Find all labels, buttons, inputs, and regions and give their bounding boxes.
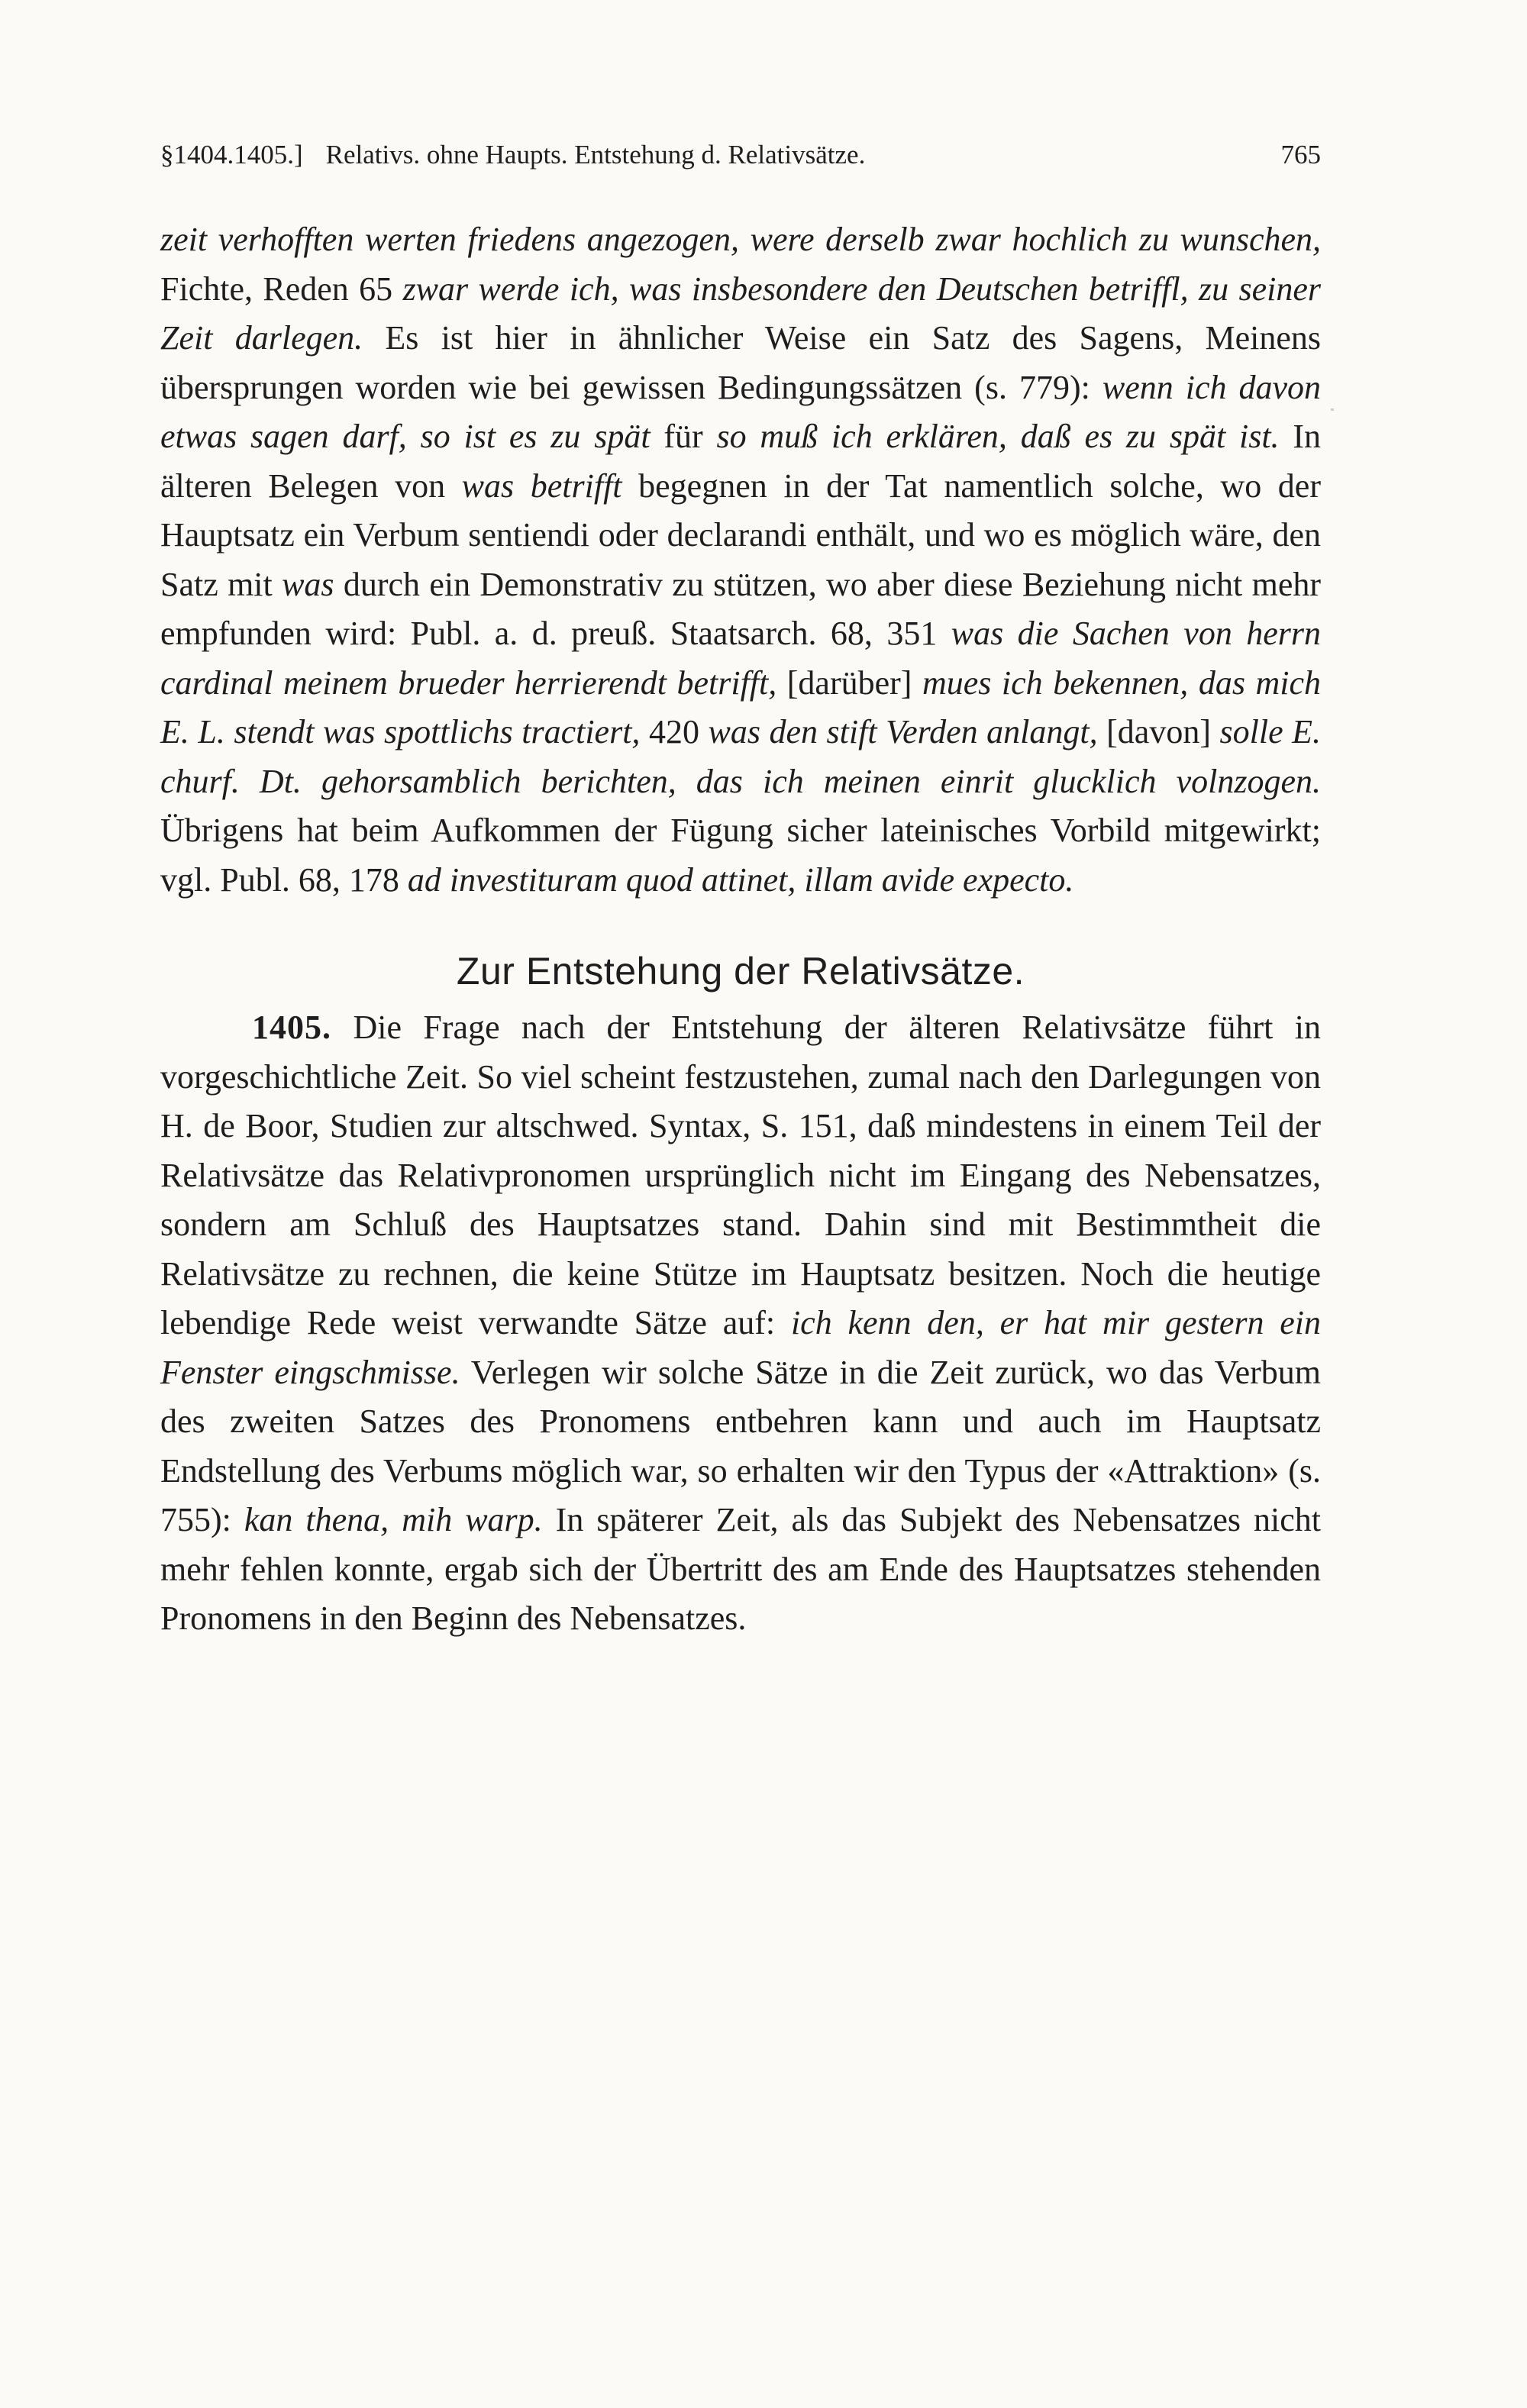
body-text: In späterer Zeit, als das Subjekt des Nebensatzes nicht mehr fehlen konnte, ergab sich der Übertritt des am Ende des Hauptsatzes stehenden Pronomens in den Beginn des Nebensatzes. <box>160 1501 1321 1637</box>
book-page <box>160 137 1321 1677</box>
body-text: begegnen in der Tat namentlich solche, wo der Hauptsatz ein Verbum sentiendi oder declarandi enthält, und wo es möglich wäre, den Satz mit <box>160 466 1321 603</box>
paragraph-1404-continuation <box>160 215 1321 905</box>
example: was <box>282 565 334 603</box>
quote: was die Sachen von herrn cardinal meinem brueder herrierendt betrifft, <box>160 615 1322 702</box>
header-left <box>160 137 865 173</box>
example: ich kenn den, er hat mir gestern ein Fenster eingschmisse. <box>160 1304 1322 1391</box>
page-number: 765 <box>1280 140 1321 169</box>
quote: solle E. churf. Dt. gehorsamblich berichten, das ich meinen einrit glucklich volnzogen. <box>160 713 1322 800</box>
quote: zeit verhofften werten friedens angezogen, were derselb zwar hochlich zu wunschen, <box>160 221 1321 258</box>
paragraph-number: 1405. <box>252 1009 331 1046</box>
body-text: Die Frage nach der Entstehung der älteren Relativsätze führt in vorgeschichtliche Zeit. So viel scheint festzustehen, zumal nach den Darlegungen von H. de Boor, Studien zur altschwed. Syntax, S. 151, daß mindestens in einem Teil der Relativsätze das Relativpronomen ursprünglich nicht im Eingang des Nebensatzes, sondern am Schluß des Hauptsatzes stand. Dahin sind mit Bestimmtheit die Relativsätze zu rechnen, die keine Stütze im Hauptsatz besitzen. Noch die heutige lebendige Rede weist verwandte Sätze auf: <box>160 1009 1321 1341</box>
running-title: Relativs. ohne Haupts. Entstehung d. Relativsätze. <box>325 140 866 169</box>
example: was betrifft <box>461 466 622 505</box>
body-text: für <box>650 418 717 455</box>
bracket-insert: [darüber] <box>776 663 922 702</box>
body-text: In älteren Belegen von <box>160 418 1322 505</box>
body-text: Übrigens hat beim Aufkommen der Fügung sicher lateinisches Vorbild mitgewirkt; vgl. Publ. 68, 178 <box>160 812 1321 899</box>
example: so muß ich erklären, daß es zu spät ist. <box>716 418 1280 455</box>
quote: zwar werde ich, was insbesondere den Deutschen betriffl, zu seiner Zeit darlegen. <box>160 270 1321 357</box>
paragraph-1405 <box>160 1003 1321 1644</box>
quote: ad investituram quod attinet, illam avide expecto. <box>407 860 1074 899</box>
body-text: Es ist hier in ähnlicher Weise ein Satz des Sagens, Meinens übersprungen worden wie bei gewissen Bedingungssätzen (s. 779): <box>160 319 1321 406</box>
section-heading: Zur Entstehung der Relativsätze. <box>456 950 1025 993</box>
bracket-insert: [davon] <box>1097 713 1220 750</box>
citation: 420 <box>640 713 709 750</box>
example: wenn ich davon etwas sagen darf, so ist es zu spät <box>160 368 1322 455</box>
quote: mues ich bekennen, das mich E. L. stendt was spottlichs tractiert, <box>160 663 1322 750</box>
example: kan thena, mih warp. <box>244 1501 543 1538</box>
running-header <box>160 137 1321 173</box>
citation: Fichte, Reden 65 <box>160 270 403 308</box>
quote: was den stift Verden anlangt, <box>708 713 1098 750</box>
margin-mark <box>1331 408 1334 411</box>
body-text: durch ein Demonstrativ zu stützen, wo aber diese Beziehung nicht mehr empfunden wird: Publ. a. d. preuß. Staatsarch. 68, 351 <box>160 565 1321 652</box>
section-reference: §1404.1405.] <box>160 140 303 169</box>
body-text: Verlegen wir solche Sätze in die Zeit zurück, wo das Verbum des zweiten Satzes des Pronomens entbehren kann und auch im Hauptsatz Endstellung des Verbums möglich war, so erhalten wir den Typus der «Attraktion» (s. 755): <box>160 1353 1321 1538</box>
